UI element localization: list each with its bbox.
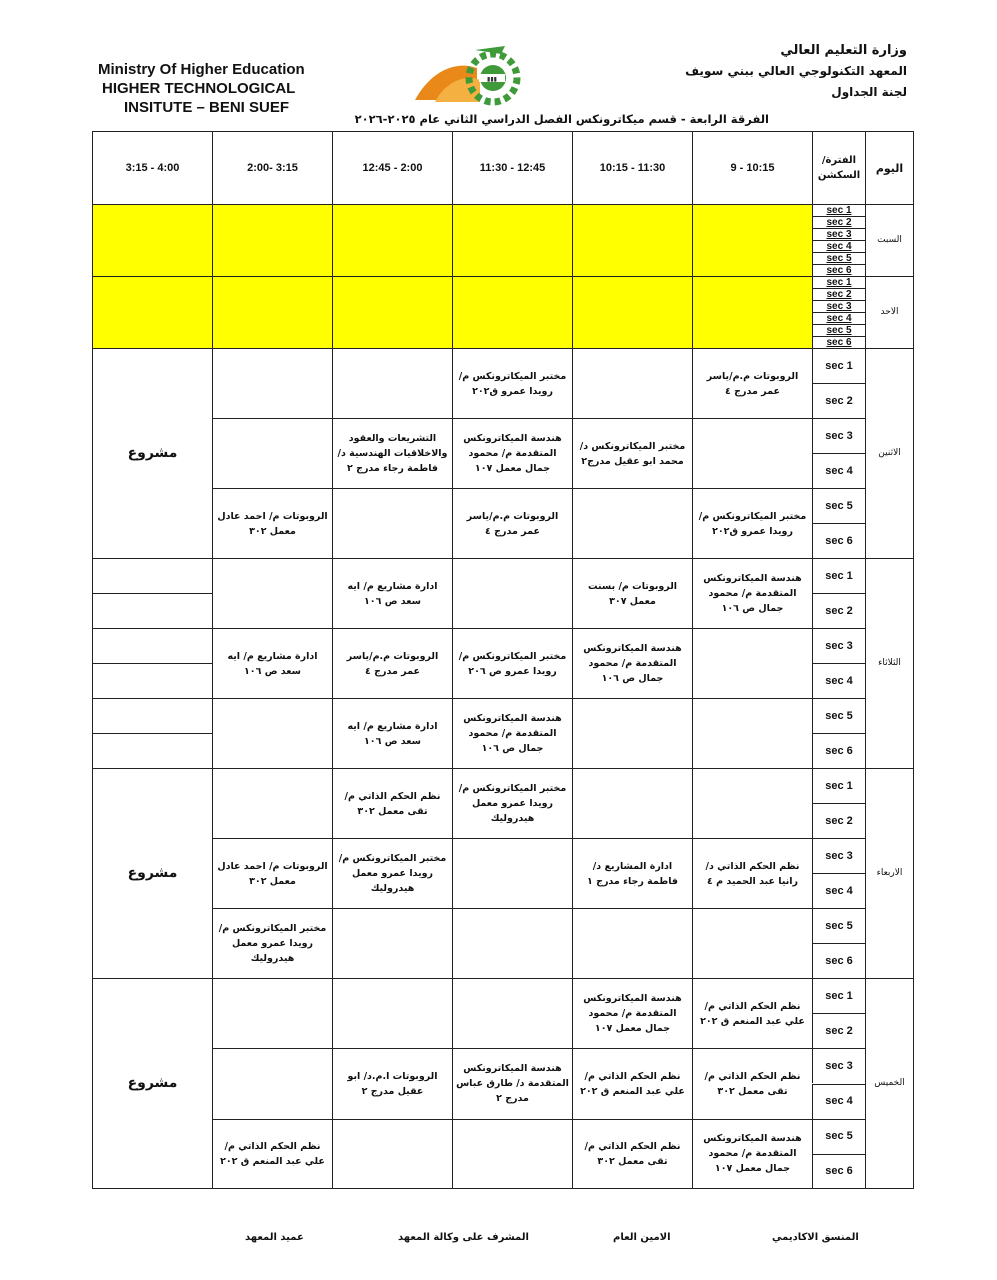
empty-slot xyxy=(212,558,332,628)
section-label: sec 5 xyxy=(812,908,865,943)
day-label-thu: الخميس xyxy=(865,978,914,1189)
section-label: sec 2 xyxy=(812,383,865,418)
empty-slot xyxy=(692,698,812,768)
section-label: sec 4 xyxy=(812,453,865,488)
signature-secretary-general: الامين العام xyxy=(613,1232,671,1243)
empty-slot xyxy=(692,908,812,978)
class-cell: التشريعات والعقود والاخلاقيات الهندسية د/فاطمة رجاء مدرج ٢ xyxy=(332,418,452,488)
class-cell: ادارة مشاريع م/ ايه سعد ص ١٠٦ xyxy=(212,628,332,698)
empty-slot xyxy=(332,1119,452,1189)
section-label: sec 2 xyxy=(812,288,865,300)
class-cell: نظم الحكم الذاتي م/تقى معمل ٣٠٢ xyxy=(692,1048,812,1118)
signature-institute-dean: عميد المعهد xyxy=(245,1232,304,1243)
empty-slot xyxy=(572,204,692,276)
empty-slot xyxy=(92,204,212,276)
section-label: sec 3 xyxy=(812,300,865,312)
empty-slot xyxy=(212,204,332,276)
day-label-mon: الاثنين xyxy=(865,348,914,558)
class-cell: نظم الحكم الذاتي م/ علي عبد المنعم ق ٢٠٢ xyxy=(572,1048,692,1118)
section-label: sec 1 xyxy=(812,768,865,803)
empty-slot xyxy=(212,348,332,418)
section-label: sec 1 xyxy=(812,558,865,593)
header-en-line3: INSITUTE – BENI SUEF xyxy=(124,99,290,116)
header-time-2: 10:15 - 11:30 xyxy=(572,131,692,204)
header-time-5: 2:00- 3:15 xyxy=(212,131,332,204)
empty-slot xyxy=(92,276,212,348)
section-label: sec 6 xyxy=(812,943,865,978)
schedule-table xyxy=(92,131,914,1189)
class-cell: نظم الحكم الذاتي د/ رانيا عبد الحميد م ٤ xyxy=(692,838,812,908)
project-cell: مشروع xyxy=(92,978,212,1189)
empty-slot xyxy=(452,1119,572,1189)
section-label: sec 4 xyxy=(812,312,865,324)
day-label-sat: السبت xyxy=(865,204,914,276)
class-cell: هندسة الميكاترونكس المتقدمة م/ محمود جمال معمل ١٠٧ xyxy=(452,418,572,488)
class-cell: مختبر الميكاترونكس م/ رويدا عمرو معمل هيدروليك xyxy=(332,838,452,908)
section-label: sec 4 xyxy=(812,663,865,698)
empty-slot xyxy=(692,768,812,838)
empty-slot xyxy=(92,663,212,698)
empty-slot xyxy=(212,768,332,838)
empty-slot xyxy=(92,558,212,593)
section-label: sec 6 xyxy=(812,1154,865,1189)
class-cell: مختبر الميكاترونكس م/ رويدا عمرو معمل هيدروليك xyxy=(212,908,332,978)
class-cell: مختبر الميكاترونكس د/محمد ابو عقيل مدرج٢ xyxy=(572,418,692,488)
empty-slot xyxy=(332,488,452,558)
empty-slot xyxy=(572,698,692,768)
empty-slot xyxy=(332,204,452,276)
empty-slot xyxy=(332,348,452,418)
section-label: sec 5 xyxy=(812,324,865,336)
section-label: sec 1 xyxy=(812,276,865,288)
class-cell: الروبوتات م/ بسنت معمل ٣٠٧ xyxy=(572,558,692,628)
section-label: sec 2 xyxy=(812,216,865,228)
empty-slot xyxy=(92,593,212,628)
empty-slot xyxy=(212,1048,332,1118)
day-label-wed: الاربعاء xyxy=(865,768,914,978)
empty-slot xyxy=(92,628,212,663)
class-cell: ادارة المشاريع د/ فاطمة رجاء مدرج ١ xyxy=(572,838,692,908)
section-label: sec 2 xyxy=(812,593,865,628)
header-time-1: 9 - 10:15 xyxy=(692,131,812,204)
header-time-3: 11:30 - 12:45 xyxy=(452,131,572,204)
class-cell: الروبوتات م.م/ياسر عمر مدرج ٤ xyxy=(332,628,452,698)
section-label: sec 3 xyxy=(812,418,865,453)
empty-slot xyxy=(452,908,572,978)
institute-logo xyxy=(405,42,555,112)
empty-slot xyxy=(212,276,332,348)
section-label: sec 6 xyxy=(812,523,865,558)
section-label: sec 4 xyxy=(812,240,865,252)
empty-slot xyxy=(572,276,692,348)
empty-slot xyxy=(452,204,572,276)
empty-slot xyxy=(332,276,452,348)
header-ar-line2: المعهد التكنولوجي العالي ببني سويف xyxy=(685,64,907,78)
empty-slot xyxy=(572,908,692,978)
header-period-section: الفترة/ السكشن xyxy=(812,131,865,204)
section-label: sec 5 xyxy=(812,698,865,733)
class-cell: نظم الحكم الذاتي م/ علي عبد المنعم ق ٢٠٢ xyxy=(692,978,812,1048)
class-cell: نظم الحكم الذاتي م/تقى معمل ٣٠٢ xyxy=(572,1119,692,1189)
signature-vice-dean-supervisor: المشرف على وكالة المعهد xyxy=(398,1232,529,1243)
empty-slot xyxy=(692,628,812,698)
empty-slot xyxy=(212,418,332,488)
empty-slot xyxy=(572,488,692,558)
empty-slot xyxy=(212,978,332,1048)
class-cell: هندسة الميكاترونكس المتقدمة م/ محمود جمال ص ١٠٦ xyxy=(692,558,812,628)
empty-slot xyxy=(692,276,812,348)
empty-slot xyxy=(692,418,812,488)
section-label: sec 2 xyxy=(812,803,865,838)
class-cell: مختبر الميكاترونكس م/ رويدا عمرو معمل هيدروليك xyxy=(452,768,572,838)
header-day: اليوم xyxy=(865,131,914,204)
empty-slot xyxy=(572,768,692,838)
class-cell: هندسة الميكاترونكس المتقدمة م/ محمود جمال معمل ١٠٧ xyxy=(572,978,692,1048)
day-label-sun: الاحد xyxy=(865,276,914,348)
section-label: sec 6 xyxy=(812,733,865,768)
project-cell: مشروع xyxy=(92,348,212,558)
empty-slot xyxy=(452,558,572,628)
header-time-6: 3:15 - 4:00 xyxy=(92,131,212,204)
class-cell: الروبوتات م/ احمد عادل معمل ٣٠٢ xyxy=(212,488,332,558)
section-label: sec 3 xyxy=(812,1048,865,1083)
section-label: sec 6 xyxy=(812,264,865,276)
section-label: sec 3 xyxy=(812,228,865,240)
class-cell: مختبر الميكاترونكس م/ رويدا عمرو ق٢٠٢ xyxy=(452,348,572,418)
header-time-4: 12:45 - 2:00 xyxy=(332,131,452,204)
empty-slot xyxy=(452,978,572,1048)
day-label-tue: الثلاثاء xyxy=(865,558,914,768)
project-cell: مشروع xyxy=(92,768,212,978)
section-label: sec 5 xyxy=(812,1119,865,1154)
class-cell: ادارة مشاريع م/ ايه سعد ص ١٠٦ xyxy=(332,558,452,628)
class-cell: الروبوتات م.م/ياسر عمر مدرج ٤ xyxy=(692,348,812,418)
class-cell: الروبوتات م/ احمد عادل معمل ٣٠٢ xyxy=(212,838,332,908)
class-cell: هندسة الميكاترونكس المتقدمة م/ محمود جمال ص ١٠٦ xyxy=(572,628,692,698)
section-label: sec 1 xyxy=(812,348,865,383)
class-cell: الروبوتات ا.م.د/ ابو عقيل مدرج ٢ xyxy=(332,1048,452,1118)
class-cell: هندسة الميكاترونكس المتقدمة د/ طارق عباس مدرج ٢ xyxy=(452,1048,572,1118)
svg-text:▮▮▮: ▮▮▮ xyxy=(487,76,497,83)
header-en-line2: HIGHER TECHNOLOGICAL xyxy=(102,80,296,97)
header-ar-line1: وزارة التعليم العالي xyxy=(780,43,907,58)
section-label: sec 3 xyxy=(812,628,865,663)
class-cell: نظم الحكم الذاتي م/تقى معمل ٣٠٢ xyxy=(332,768,452,838)
empty-slot xyxy=(452,838,572,908)
class-cell: هندسة الميكاترونكس المتقدمة م/ محمود جمال ص ١٠٦ xyxy=(452,698,572,768)
empty-slot xyxy=(452,276,572,348)
class-cell: نظم الحكم الذاتي م/ علي عبد المنعم ق ٢٠٢ xyxy=(212,1119,332,1189)
section-label: sec 4 xyxy=(812,1084,865,1119)
section-label: sec 2 xyxy=(812,1013,865,1048)
signature-academic-coordinator: المنسق الاكاديمي xyxy=(772,1232,859,1243)
class-cell: ادارة مشاريع م/ ايه سعد ص ١٠٦ xyxy=(332,698,452,768)
empty-slot xyxy=(332,978,452,1048)
empty-slot xyxy=(332,908,452,978)
class-cell: هندسة الميكاترونكس المتقدمة م/ محمود جمال معمل ١٠٧ xyxy=(692,1119,812,1189)
empty-slot xyxy=(212,698,332,768)
class-cell: مختبر الميكاترونكس م/ رويدا عمرو ق٢٠٢ xyxy=(692,488,812,558)
section-label: sec 6 xyxy=(812,336,865,348)
empty-slot xyxy=(572,348,692,418)
header-ar-line3: لجنة الجداول xyxy=(831,85,907,99)
section-label: sec 3 xyxy=(812,838,865,873)
section-label: sec 5 xyxy=(812,488,865,523)
class-cell: الروبوتات م.م/ياسر عمر مدرج ٤ xyxy=(452,488,572,558)
empty-slot xyxy=(692,204,812,276)
header-en-line1: Ministry Of Higher Education xyxy=(98,61,305,78)
section-label: sec 4 xyxy=(812,873,865,908)
schedule-subtitle: الفرقة الرابعة - قسم ميكاترونكس الفصل الدراسي الثاني عام ٢٠٢٥-٢٠٢٦ xyxy=(354,112,769,126)
section-label: sec 5 xyxy=(812,252,865,264)
class-cell: مختبر الميكاترونكس م/ رويدا عمرو ص ٢٠٦ xyxy=(452,628,572,698)
section-label: sec 1 xyxy=(812,978,865,1013)
empty-slot xyxy=(92,698,212,733)
empty-slot xyxy=(92,733,212,768)
section-label: sec 1 xyxy=(812,204,865,216)
